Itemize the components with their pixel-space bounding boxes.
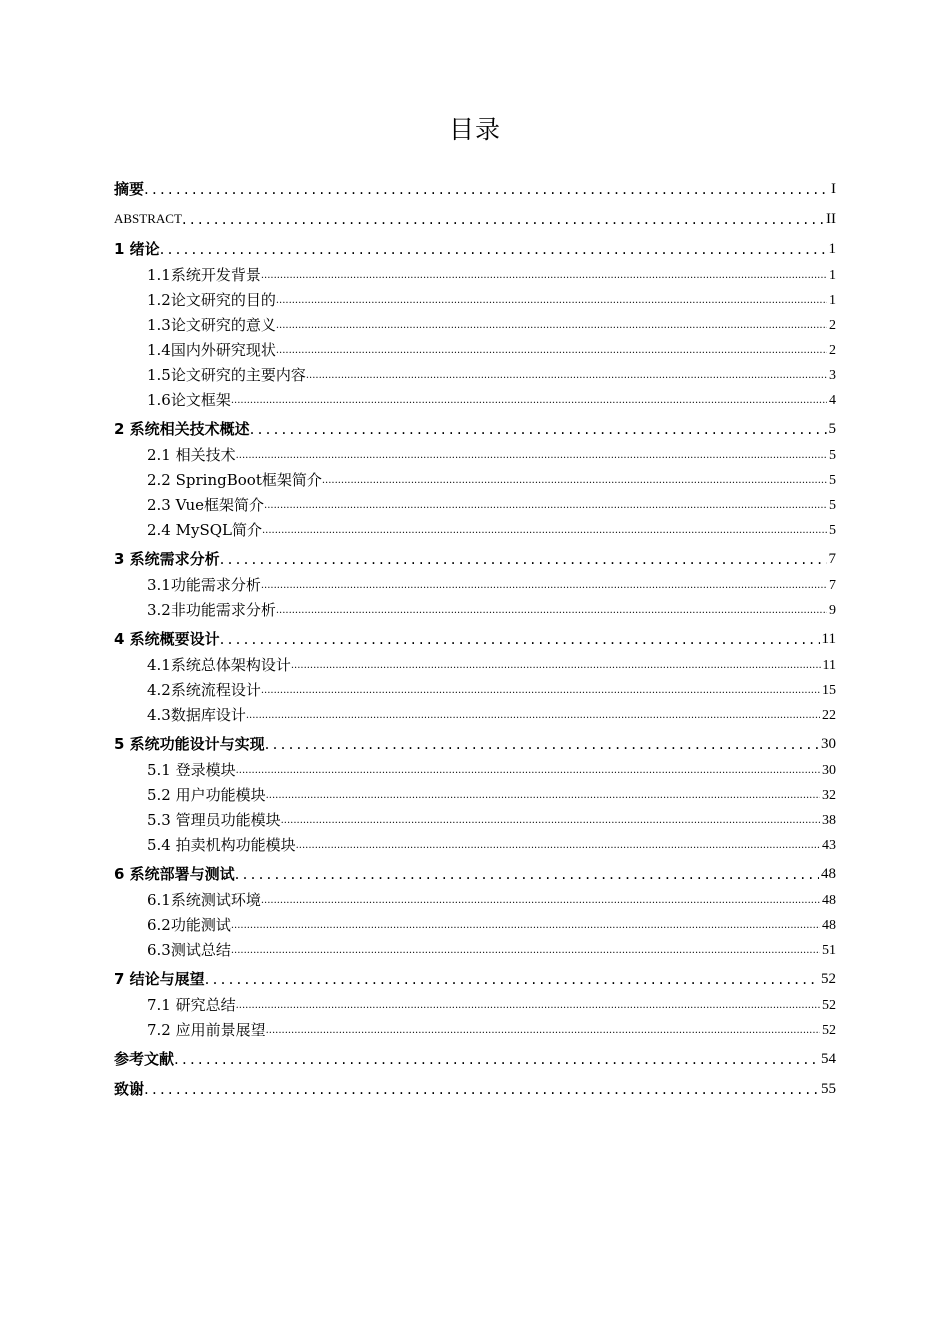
toc-page-number: 2	[829, 318, 836, 333]
toc-page-number: 15	[822, 683, 836, 698]
toc-dot-leader	[264, 493, 827, 518]
page-title: 目录	[448, 115, 501, 144]
toc-entry-label: 5.4 拍卖机构功能模块	[147, 836, 296, 854]
toc-entry-label: 1.1系统开发背景	[147, 266, 261, 284]
toc-dot-leader	[322, 468, 827, 493]
toc-dot-leader	[231, 938, 820, 963]
toc-page-number: 7	[828, 551, 836, 567]
toc-section-entry[interactable]	[114, 493, 836, 518]
toc-page-number: 2	[829, 343, 836, 358]
toc-dot-leader	[261, 888, 820, 913]
toc-entry-label: 4.2系统流程设计	[147, 681, 261, 699]
toc-entry-label: 4.3数据库设计	[147, 706, 246, 724]
toc-entry-label: 6 系统部署与测试	[114, 865, 235, 883]
toc-dot-leader	[281, 808, 820, 833]
toc-entry-label: 1.4国内外研究现状	[147, 341, 276, 359]
toc-entry-label: 6.2功能测试	[147, 916, 231, 934]
toc-page-number: 5	[829, 473, 836, 488]
toc-page-number: 9	[829, 603, 836, 618]
toc-dot-leader	[296, 833, 820, 858]
toc-page-number: 11	[822, 658, 836, 673]
toc-dot-leader	[246, 703, 820, 728]
toc-section-entry[interactable]	[114, 388, 836, 413]
toc-entry-label: 2.3 Vue框架简介	[147, 496, 265, 514]
toc-entry-label: 1.6论文框架	[147, 391, 231, 409]
toc-entry-label: 6.1系统测试环境	[147, 891, 261, 909]
toc-entry-label: 2 系统相关技术概述	[114, 420, 250, 438]
toc-entry-label: 4.1系统总体架构设计	[147, 656, 291, 674]
toc-page-number: 7	[829, 578, 836, 593]
toc-page-number: I	[831, 181, 836, 197]
toc-dot-leader	[160, 235, 827, 263]
toc-section-entry[interactable]	[114, 913, 836, 938]
toc-chapter-entry[interactable]	[114, 415, 836, 443]
toc-entry-label: 致谢	[114, 1080, 145, 1098]
toc-section-entry[interactable]	[114, 653, 836, 678]
toc-dot-leader	[276, 338, 827, 363]
toc-dot-leader	[236, 758, 820, 783]
toc-section-entry[interactable]	[114, 363, 836, 388]
toc-page-number: 51	[822, 943, 836, 958]
toc-dot-leader	[231, 388, 827, 413]
toc-section-entry[interactable]	[114, 288, 836, 313]
toc-entry-label: 7.2 应用前景展望	[147, 1021, 266, 1039]
toc-section-entry[interactable]	[114, 938, 836, 963]
toc-section-entry[interactable]	[114, 993, 836, 1018]
toc-dot-leader	[261, 678, 820, 703]
toc-entry-label: 参考文献	[114, 1050, 175, 1068]
toc-page-number: 1	[829, 293, 836, 308]
toc-entry-label: 3.2非功能需求分析	[147, 601, 276, 619]
toc-dot-leader	[182, 205, 824, 233]
toc-entry-label: 1.3论文研究的意义	[147, 316, 276, 334]
toc-entry-label: ABSTRACT	[114, 211, 182, 226]
toc-page-number: 43	[822, 838, 836, 853]
toc-entry-label: 1 绪论	[114, 240, 160, 258]
toc-page-number: 5	[828, 421, 836, 437]
toc-dot-leader	[205, 965, 819, 993]
toc-dot-leader	[262, 518, 827, 543]
toc-page-number: 55	[821, 1081, 836, 1097]
toc-section-entry[interactable]	[114, 573, 836, 598]
toc-page-number: 5	[829, 498, 836, 513]
toc-dot-leader	[261, 263, 827, 288]
toc-entry-label: 5.2 用户功能模块	[147, 786, 266, 804]
toc-section-entry[interactable]	[114, 758, 836, 783]
toc-page-number: 5	[829, 523, 836, 538]
toc-page-number: II	[826, 211, 836, 227]
toc-page-number: 52	[822, 1023, 836, 1038]
toc-dot-leader	[174, 1045, 819, 1073]
toc-dot-leader	[144, 1075, 819, 1103]
toc-dot-leader	[235, 860, 819, 888]
toc-chapter-entry[interactable]	[114, 730, 836, 758]
toc-entry-label: 1.2论文研究的目的	[147, 291, 276, 309]
toc-dot-leader	[265, 730, 819, 758]
toc-entry-label: 2.2 SpringBoot框架简介	[147, 471, 322, 489]
toc-page-number: 11	[821, 631, 836, 647]
toc-page-number: 1	[828, 241, 836, 257]
toc-section-entry[interactable]	[114, 833, 836, 858]
toc-entry-label: 6.3测试总结	[147, 941, 231, 959]
toc-section-entry[interactable]	[114, 443, 836, 468]
toc-page-number: 22	[822, 708, 836, 723]
toc-page-number: 32	[822, 788, 836, 803]
toc-page-number: 38	[822, 813, 836, 828]
toc-dot-leader	[261, 573, 827, 598]
toc-page-number: 48	[821, 866, 836, 882]
toc-dot-leader	[306, 363, 827, 388]
toc-section-entry[interactable]	[114, 703, 836, 728]
toc-section-entry[interactable]	[114, 1018, 836, 1043]
toc-chapter-entry[interactable]	[114, 235, 836, 263]
toc-section-entry[interactable]	[114, 468, 836, 493]
toc-page-number: 5	[829, 448, 836, 463]
toc-dot-leader	[236, 443, 827, 468]
toc-section-entry[interactable]	[114, 313, 836, 338]
toc-chapter-entry[interactable]	[114, 175, 836, 203]
toc-page-number: 1	[829, 268, 836, 283]
toc-entry-label: 1.5论文研究的主要内容	[147, 366, 306, 384]
toc-section-entry[interactable]	[114, 518, 836, 543]
toc-page-number: 30	[821, 736, 836, 752]
toc-page-number: 4	[829, 393, 836, 408]
toc-entry-label: 5 系统功能设计与实现	[114, 735, 265, 753]
toc-chapter-entry[interactable]	[114, 625, 836, 653]
toc-chapter-entry[interactable]	[114, 205, 836, 233]
toc-dot-leader	[276, 598, 827, 623]
toc-section-entry[interactable]	[114, 783, 836, 808]
toc-chapter-entry[interactable]	[114, 1075, 836, 1103]
toc-section-entry[interactable]	[114, 808, 836, 833]
toc-page-number: 54	[821, 1051, 836, 1067]
toc-entry-label: 5.1 登录模块	[147, 761, 236, 779]
toc-page-number: 3	[829, 368, 836, 383]
toc-page-number: 52	[821, 971, 836, 987]
toc-entry-label: 5.3 管理员功能模块	[147, 811, 281, 829]
toc-chapter-entry[interactable]	[114, 545, 836, 573]
toc-dot-leader	[220, 625, 820, 653]
toc-dot-leader	[291, 653, 821, 678]
toc-section-entry[interactable]	[114, 338, 836, 363]
toc-chapter-entry[interactable]	[114, 1045, 836, 1073]
toc-dot-leader	[231, 913, 820, 938]
toc-page-number: 48	[822, 893, 836, 908]
toc-dot-leader	[144, 175, 829, 203]
toc-page-number: 30	[822, 763, 836, 778]
toc-dot-leader	[250, 415, 827, 443]
toc-page-number: 52	[822, 998, 836, 1013]
toc-entry-label: 7 结论与展望	[114, 970, 205, 988]
toc-entry-label: 2.4 MySQL简介	[147, 521, 262, 539]
toc-entry-label: 3 系统需求分析	[114, 550, 220, 568]
toc-entry-label: 3.1功能需求分析	[147, 576, 261, 594]
table-of-contents	[114, 173, 836, 1103]
toc-chapter-entry[interactable]	[114, 860, 836, 888]
toc-dot-leader	[276, 313, 827, 338]
toc-dot-leader	[236, 993, 820, 1018]
toc-dot-leader	[276, 288, 827, 313]
toc-dot-leader	[266, 783, 820, 808]
toc-entry-label: 摘要	[114, 180, 145, 198]
toc-page-number: 48	[822, 918, 836, 933]
toc-dot-leader	[220, 545, 827, 573]
toc-entry-label: 4 系统概要设计	[114, 630, 220, 648]
toc-section-entry[interactable]	[114, 678, 836, 703]
toc-section-entry[interactable]	[114, 263, 836, 288]
toc-entry-label: 2.1 相关技术	[147, 446, 236, 464]
toc-chapter-entry[interactable]	[114, 965, 836, 993]
toc-entry-label: 7.1 研究总结	[147, 996, 236, 1014]
toc-section-entry[interactable]	[114, 888, 836, 913]
toc-section-entry[interactable]	[114, 598, 836, 623]
toc-dot-leader	[266, 1018, 820, 1043]
